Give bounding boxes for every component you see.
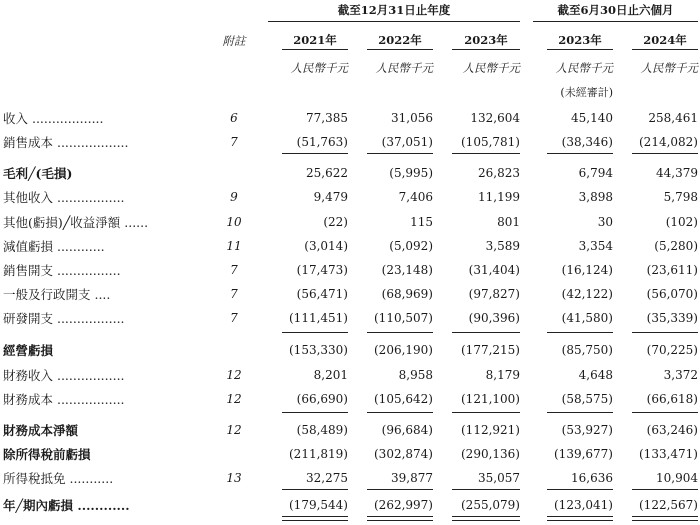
note-column-header: 附註	[222, 34, 246, 48]
row-value: 77,385	[306, 111, 348, 125]
row-value: (66,690)	[296, 392, 348, 406]
row-note: 7	[230, 287, 238, 301]
row-value: (302,874)	[374, 447, 433, 461]
row-value: (133,471)	[639, 447, 698, 461]
row-value: (110,507)	[374, 311, 433, 325]
row-label: 毛利╱(毛損)	[3, 166, 73, 181]
row-value: (85,750)	[561, 343, 613, 357]
row-value: (105,642)	[374, 392, 433, 406]
table-row	[0, 422, 700, 439]
row-value: 6,794	[578, 166, 613, 180]
rule-line	[632, 516, 698, 517]
row-label: 減值虧損 ............	[3, 239, 105, 254]
row-value: 9,479	[313, 190, 348, 204]
table-row	[0, 367, 700, 384]
table-row	[0, 470, 700, 487]
row-value: 35,057	[478, 471, 520, 485]
rule-line	[282, 153, 348, 154]
row-value: 44,379	[656, 166, 698, 180]
row-value: (121,100)	[461, 392, 520, 406]
row-value: (41,580)	[561, 311, 613, 325]
rule-line	[632, 489, 698, 490]
row-value: 45,140	[571, 111, 613, 125]
row-value: (66,618)	[646, 392, 698, 406]
six-months-group-header: 截至6月30日止六個月	[533, 3, 698, 22]
rule-line	[367, 489, 433, 490]
row-note: 10	[226, 215, 242, 229]
table-row	[0, 310, 700, 327]
rule-line	[547, 520, 613, 521]
row-value: 26,823	[478, 166, 520, 180]
row-note: 12	[226, 392, 242, 406]
row-value: 132,604	[470, 111, 520, 125]
year-header-2022: 2022年	[367, 33, 433, 50]
year-header-2023-h1: 2023年	[547, 33, 613, 50]
row-value: (5,280)	[654, 239, 698, 253]
row-value: (122,567)	[639, 498, 698, 512]
row-value: (23,611)	[646, 263, 698, 277]
row-value: (211,819)	[289, 447, 348, 461]
row-value: 8,958	[398, 368, 433, 382]
row-label: 其他(虧損)╱收益淨額 ......	[3, 215, 149, 230]
row-label: 銷售開支 ................	[3, 263, 121, 278]
row-value: (58,489)	[296, 423, 348, 437]
row-note: 12	[226, 423, 242, 437]
row-value: 115	[410, 215, 433, 229]
row-value: (214,082)	[639, 135, 698, 149]
row-note: 11	[226, 239, 242, 253]
rule-line	[632, 520, 698, 521]
row-value: (105,781)	[461, 135, 520, 149]
row-label: 財務收入 .................	[3, 368, 125, 383]
rule-line	[367, 516, 433, 517]
rule-line	[452, 489, 520, 490]
row-label: 收入 ..................	[3, 111, 104, 126]
unit-label: 人民幣千元	[555, 61, 613, 75]
row-value: (35,339)	[646, 311, 698, 325]
table-row	[0, 238, 700, 255]
row-value: 3,898	[578, 190, 613, 204]
row-value: (290,136)	[461, 447, 520, 461]
row-value: 32,275	[306, 471, 348, 485]
table-row	[0, 286, 700, 303]
row-label: 年╱期內虧損 ............	[3, 498, 130, 513]
row-value: (3,014)	[304, 239, 348, 253]
table-row	[0, 165, 700, 182]
row-value: 11,199	[478, 190, 520, 204]
row-value: (97,827)	[468, 287, 520, 301]
row-note: 7	[230, 263, 238, 277]
rule-line	[632, 332, 698, 333]
row-value: (255,079)	[461, 498, 520, 512]
row-value: (37,051)	[381, 135, 433, 149]
row-label: 一般及行政開支 ....	[3, 287, 111, 302]
row-value: (63,246)	[646, 423, 698, 437]
rule-line	[282, 516, 348, 517]
year-ended-group-header: 截至12月31日止年度	[268, 3, 520, 22]
row-label: 除所得稅前虧損	[3, 447, 91, 462]
table-row	[0, 134, 700, 151]
year-header-2021: 2021年	[282, 33, 348, 50]
table-row	[0, 342, 700, 359]
row-value: (96,684)	[381, 423, 433, 437]
rule-line	[452, 520, 520, 521]
row-value: (16,124)	[561, 263, 613, 277]
table-row	[0, 446, 700, 463]
row-value: (153,330)	[289, 343, 348, 357]
row-value: (206,190)	[374, 343, 433, 357]
row-value: (68,969)	[381, 287, 433, 301]
rule-line	[547, 516, 613, 517]
row-value: 7,406	[398, 190, 433, 204]
row-value: 31,056	[391, 111, 433, 125]
rule-line	[632, 412, 698, 413]
row-note: 12	[226, 368, 242, 382]
row-value: 30	[597, 215, 613, 229]
rule-line	[452, 516, 520, 517]
table-row	[0, 189, 700, 206]
row-value: (262,997)	[374, 498, 433, 512]
row-value: 3,354	[578, 239, 613, 253]
row-value: (70,225)	[646, 343, 698, 357]
year-header-2023: 2023年	[452, 33, 520, 50]
row-label: 研發開支 .................	[3, 311, 125, 326]
row-value: 8,201	[313, 368, 348, 382]
rule-line	[632, 153, 698, 154]
table-row	[0, 391, 700, 408]
row-value: 258,461	[648, 111, 698, 125]
row-label: 財務成本 .................	[3, 392, 125, 407]
row-value: (102)	[665, 215, 698, 229]
row-value: 3,589	[485, 239, 520, 253]
row-value: 3,372	[663, 368, 698, 382]
row-note: 13	[226, 471, 242, 485]
rule-line	[367, 332, 433, 333]
table-row	[0, 214, 700, 231]
row-value: 16,636	[571, 471, 613, 485]
row-value: (58,575)	[561, 392, 613, 406]
row-value: (5,995)	[389, 166, 433, 180]
unit-label: 人民幣千元	[375, 61, 433, 75]
rule-line	[547, 489, 613, 490]
rule-line	[452, 412, 520, 413]
row-value: 10,904	[656, 471, 698, 485]
row-value: 25,622	[306, 166, 348, 180]
row-value: (90,396)	[468, 311, 520, 325]
rule-line	[547, 153, 613, 154]
row-note: 9	[230, 190, 238, 204]
rule-line	[367, 412, 433, 413]
unit-label: 人民幣千元	[290, 61, 348, 75]
rule-line	[547, 332, 613, 333]
row-value: (53,927)	[561, 423, 613, 437]
table-row	[0, 110, 700, 127]
rule-line	[282, 412, 348, 413]
row-value: (123,041)	[554, 498, 613, 512]
row-value: (56,471)	[296, 287, 348, 301]
row-value: 5,798	[663, 190, 698, 204]
row-value: 39,877	[391, 471, 433, 485]
unaudited-label: (未經審計)	[560, 86, 613, 99]
row-label: 經營虧損	[3, 343, 54, 358]
row-value: (38,346)	[561, 135, 613, 149]
unit-label: 人民幣千元	[462, 61, 520, 75]
row-value: (42,122)	[561, 287, 613, 301]
row-value: 8,179	[485, 368, 520, 382]
row-value: (177,215)	[461, 343, 520, 357]
rule-line	[452, 332, 520, 333]
unit-label: 人民幣千元	[640, 61, 698, 75]
rule-line	[282, 489, 348, 490]
row-value: (179,544)	[289, 498, 348, 512]
row-value: 801	[497, 215, 520, 229]
table-row	[0, 497, 700, 514]
row-label: 其他收入 .................	[3, 190, 125, 205]
row-value: (139,677)	[554, 447, 613, 461]
row-value: (17,473)	[296, 263, 348, 277]
row-value: 4,648	[578, 368, 613, 382]
row-label: 所得稅抵免 ...........	[3, 471, 114, 486]
row-value: (23,148)	[381, 263, 433, 277]
row-value: (51,763)	[296, 135, 348, 149]
row-value: (56,070)	[646, 287, 698, 301]
row-note: 7	[230, 135, 238, 149]
year-header-2024-h1: 2024年	[632, 33, 698, 50]
rule-line	[452, 153, 520, 154]
rule-line	[367, 520, 433, 521]
row-label: 財務成本淨額	[3, 423, 79, 438]
row-value: (111,451)	[289, 311, 348, 325]
row-value: (31,404)	[468, 263, 520, 277]
row-note: 7	[230, 311, 238, 325]
table-row	[0, 262, 700, 279]
rule-line	[282, 520, 348, 521]
row-value: (112,921)	[461, 423, 520, 437]
rule-line	[367, 153, 433, 154]
row-value: (22)	[323, 215, 348, 229]
row-label: 銷售成本 ..................	[3, 135, 129, 150]
rule-line	[282, 332, 348, 333]
rule-line	[547, 412, 613, 413]
row-value: (5,092)	[389, 239, 433, 253]
row-note: 6	[230, 111, 238, 125]
